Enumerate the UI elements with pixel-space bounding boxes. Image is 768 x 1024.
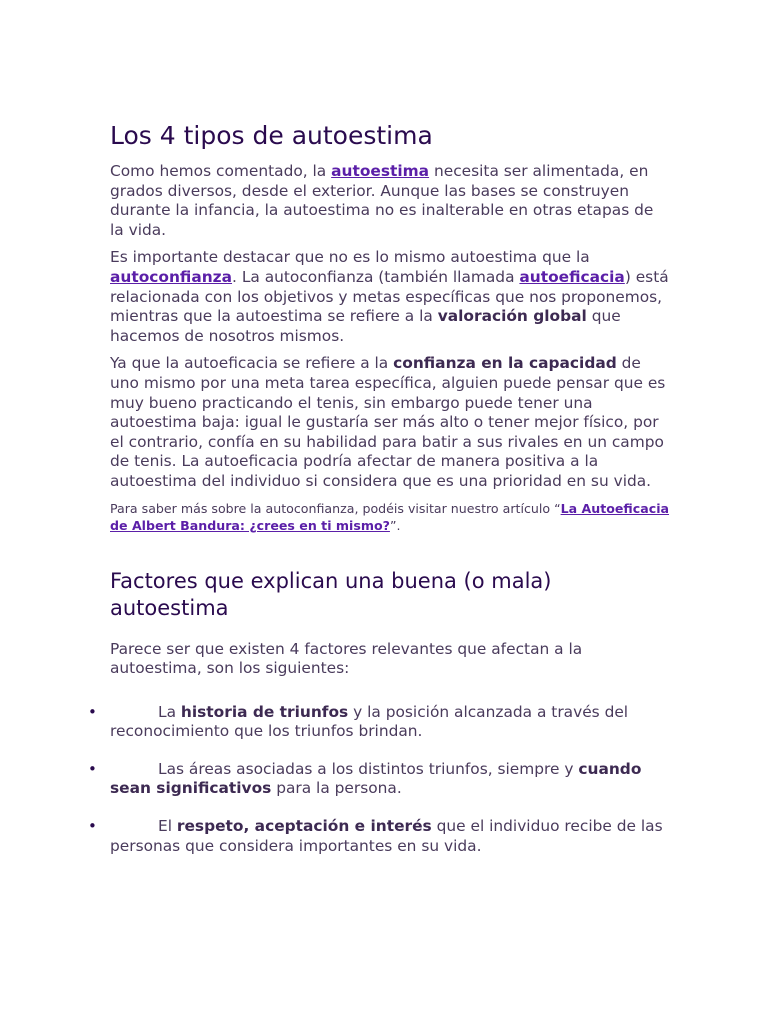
text: Para saber más sobre la autoconfianza, podéis visitar nuestro artículo “	[110, 500, 561, 516]
autoestima-link[interactable]: autoestima	[331, 162, 430, 180]
related-article-note	[110, 500, 670, 534]
article	[88, 118, 670, 874]
bandura-article-link[interactable]: La Autoeficacia de Albert Bandura: ¿crees en ti mismo?	[110, 500, 670, 533]
list-item	[88, 817, 670, 856]
section-subtitle: Factores que explican una buena (o mala) autoestima	[110, 568, 552, 620]
bold-text: cuando sean significativos	[110, 759, 642, 798]
list-item	[88, 702, 670, 742]
bullet-icon: •	[88, 817, 97, 836]
text: que el individuo recibe de las personas que considera importantes en su vida.	[110, 817, 663, 855]
text: . La autoconfianza (también llamada	[232, 267, 520, 286]
text: ”.	[389, 517, 401, 533]
text: Ya que la autoeficacia se refiere a la	[110, 354, 394, 373]
paragraph-autoconfianza	[110, 248, 670, 346]
text: Es importante destacar que no es lo mismo autoestima que la	[110, 248, 590, 267]
text: que hacemos de nosotros mismos.	[110, 307, 621, 345]
text: Las áreas asociadas a los distintos triunfos, siempre y	[158, 759, 579, 778]
bullet-icon: •	[88, 759, 97, 778]
text: Como hemos comentado, la	[110, 162, 332, 180]
autoeficacia-link[interactable]: autoeficacia	[519, 267, 625, 286]
paragraph-autoeficacia	[110, 354, 670, 491]
bold-text: historia de triunfos	[180, 702, 349, 721]
factors-intro: Parece ser que existen 4 factores relevantes que afectan a la autoestima, son los siguientes:	[110, 639, 583, 678]
text: El	[158, 817, 177, 836]
bold-text: confianza en la capacidad	[393, 354, 617, 373]
text: necesita ser alimentada, en grados diversos, desde el exterior. Aunque las bases se construyen durante la infancia, la autoestima no es inalterable en otras etapas de la vida.	[110, 162, 654, 239]
factors-list	[88, 702, 670, 857]
bullet-icon: •	[88, 702, 97, 721]
text: de uno mismo por una meta tarea específica, alguien puede pensar que es muy bueno practicando el tenis, sin embargo puede tener una autoestima baja: igual le gustaría ser más alto o tener mejor físico, por el contrario, confía en su habilidad para batir a sus rivales en un campo de tenis. La autoeficacia podría afectar de manera positiva a la autoestima del individuo si considera que es una prioridad en su vida.	[110, 354, 666, 490]
bold-text: valoración global	[437, 307, 587, 326]
text: para la persona.	[271, 779, 402, 798]
text: La	[158, 702, 181, 721]
paragraph-intro	[110, 162, 670, 240]
text: y la posición alcanzada a través del reconocimiento que los triunfos brindan.	[110, 702, 629, 741]
text: ) está relacionada con los objetivos y metas específicas que nos proponemos, mientras que la autoestima se refiere a la	[110, 267, 669, 326]
article-title: Los 4 tipos de autoestima	[110, 121, 433, 150]
list-item	[88, 759, 670, 799]
autoconfianza-link[interactable]: autoconfianza	[110, 267, 233, 286]
bold-text: respeto, aceptación e interés	[176, 817, 432, 836]
